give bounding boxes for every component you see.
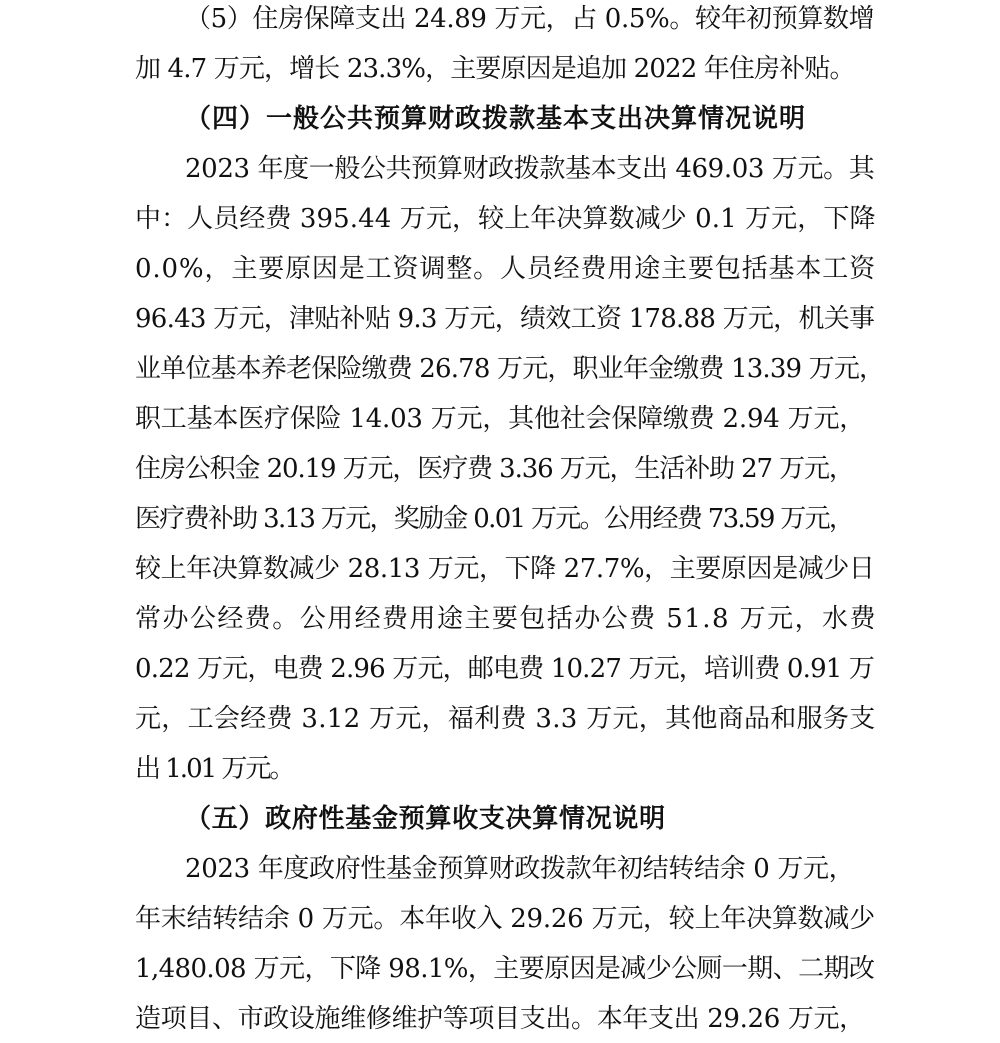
text-line-7: 96.43 万元，津贴补贴 9.3 万元，绩效工资 178.88 万元，机关事: [135, 304, 875, 334]
text-line-19: 年末结转结余 0 万元。本年收入 29.26 万元，较上年决算数减少: [135, 904, 875, 934]
text-line-6: 0.0%，主要原因是工资调整。人员经费用途主要包括基本工资: [135, 254, 876, 284]
text-line-11: 医疗费补助 3.13 万元，奖励金 0.01 万元。公用经费 73.59 万元，: [135, 504, 854, 534]
section-heading-4: （四）一般公共预算财政拨款基本支出决算情况说明: [185, 104, 807, 134]
section-heading-5: （五）政府性基金预算收支决算情况说明: [185, 804, 666, 834]
text-line-20: 1,480.08 万元，下降 98.1%，主要原因是减少公厕一期、二期改: [135, 954, 875, 984]
text-line-12: 较上年决算数减少 28.13 万元，下降 27.7%，主要原因是减少日: [135, 554, 875, 584]
text-line-4: 2023 年度一般公共预算财政拨款基本支出 469.03 万元。其: [185, 154, 875, 184]
text-line-5: 中：人员经费 395.44 万元，较上年决算数减少 0.1 万元，下降: [135, 204, 876, 234]
text-line-1: （5）住房保障支出 24.89 万元，占 0.5%。较年初预算数增: [185, 4, 875, 34]
text-line-14: 0.22 万元，电费 2.96 万元，邮电费 10.27 万元，培训费 0.91 万: [135, 654, 875, 684]
text-line-9: 职工基本医疗保险 14.03 万元，其他社会保障缴费 2.94 万元，: [135, 404, 866, 434]
text-line-8: 业单位基本养老保险缴费 26.78 万元，职业年金缴费 13.39 万元，: [135, 354, 885, 384]
text-line-15: 元，工会经费 3.12 万元，福利费 3.3 万元，其他商品和服务支: [135, 704, 876, 734]
text-line-10: 住房公积金 20.19 万元，医疗费 3.36 万元，生活补助 27 万元，: [135, 454, 854, 484]
text-line-2: 加 4.7 万元，增长 23.3%，主要原因是追加 2022 年住房补贴。: [135, 54, 855, 84]
text-line-18: 2023 年度政府性基金预算财政拨款年初结转结余 0 万元，: [185, 854, 855, 884]
text-line-13: 常办公经费。公用经费用途主要包括办公费 51.8 万元，水费: [135, 604, 877, 634]
text-line-16: 出 1.01 万元。: [135, 754, 294, 784]
text-line-21: 造项目、市政设施维修维护等项目支出。本年支出 29.26 万元，: [135, 1004, 865, 1034]
